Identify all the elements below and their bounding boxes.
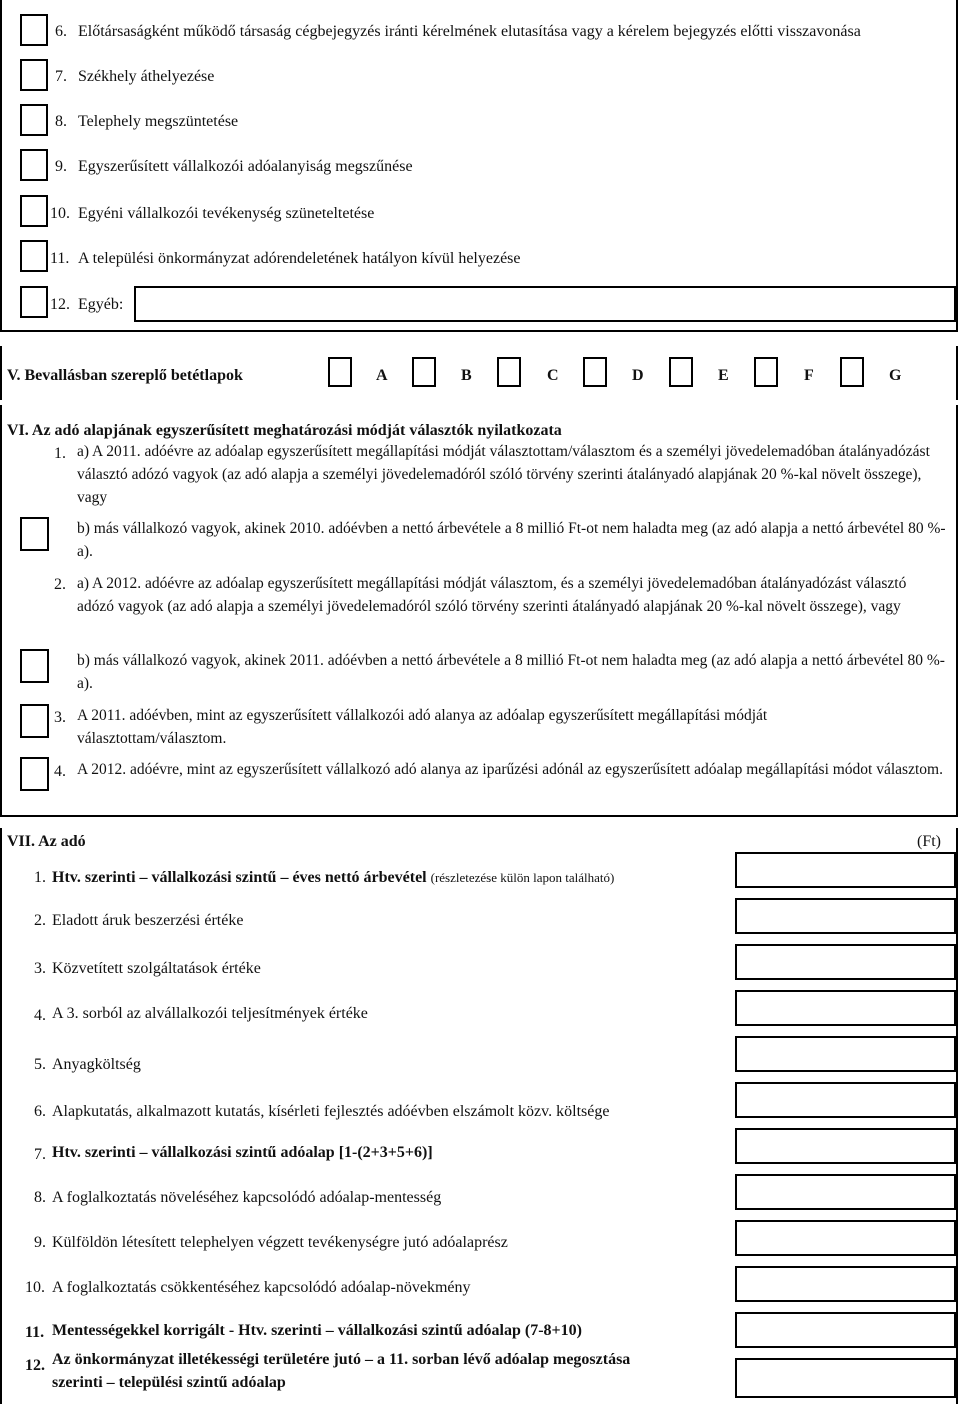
row-8-amount-field[interactable] [735, 1174, 956, 1210]
row-7-label: Htv. szerinti – vállalkozási szintű adóalap [1-(2+3+5+6)] [52, 1144, 433, 1161]
row-2-number: 2. [34, 912, 46, 929]
item-7-label: Székhely áthelyezése [78, 68, 215, 85]
row-5-number: 5. [34, 1056, 46, 1073]
decl-4-number: 4. [54, 763, 66, 780]
row-5-label: Anyagköltség [52, 1056, 141, 1073]
row-4-number: 4. [34, 1007, 46, 1024]
item-6-label: Előtársaságként működő társaság cégbejegyzés iránti kérelmének elutasítása vagy a kérelem bejegyzés előtti visszavonása [78, 23, 861, 40]
sheet-d-checkbox[interactable] [583, 357, 607, 387]
row-11-number: 11. [25, 1324, 45, 1341]
sheet-c-label: C [547, 367, 559, 384]
row-3-label: Közvetített szolgáltatások értéke [52, 960, 261, 977]
item-9-number: 9. [55, 158, 67, 175]
section-v-right-line [956, 346, 958, 400]
sheet-e-checkbox[interactable] [669, 357, 693, 387]
checkbox-decl-1b[interactable] [20, 517, 49, 551]
sheet-e-label: E [718, 367, 729, 384]
decl-1a-text: a) A 2011. adóévre az adóalap egyszerűsített megállapítási módját választottam/választom és a személyi jövedelemadóban átalányadózást választó adózó vagyok (az adó alapja a személyi jövedelemadóról szóló törvény szerinti átalányadó alapjának 20 %-kal növelt összege), vagy [77, 443, 930, 506]
item-6-number: 6. [55, 23, 67, 40]
item-9-label: Egyszerűsített vállalkozói adóalanyiság megszűnése [78, 158, 413, 175]
checkbox-decl-4[interactable] [20, 757, 49, 791]
item-8-label: Telephely megszüntetése [78, 113, 239, 130]
row-12-amount-field[interactable] [735, 1358, 956, 1398]
section-vii-right-line [956, 828, 958, 1404]
decl-4-text: A 2012. adóévre, mint az egyszerűsített vállalkozó adó alanya az iparűzési adónál az egyszerűsített adóalap megállapítási módot választom. [77, 761, 943, 778]
row-12-label-line2: szerinti – települési szintű adóalap [52, 1374, 286, 1391]
item-12-label: Egyéb: [78, 296, 124, 313]
checkbox-item-8[interactable] [20, 104, 48, 136]
sheet-d-label: D [632, 367, 644, 384]
checkbox-item-6[interactable] [20, 14, 48, 46]
row-9-label: Külföldön létesített telephelyen végzett tevékenységre jutó adóalaprész [52, 1234, 508, 1251]
section-v-left-line [0, 346, 2, 400]
row-3-number: 3. [34, 960, 46, 977]
row-10-label: A foglalkoztatás csökkentéséhez kapcsolódó adóalap-növekmény [52, 1279, 471, 1296]
row-2-label: Eladott áruk beszerzési értéke [52, 912, 244, 929]
sheet-b-checkbox[interactable] [412, 357, 436, 387]
frame-left-line [0, 0, 2, 330]
item-10-label: Egyéni vállalkozói tevékenység szüneteltetése [78, 205, 375, 222]
row-1-label-text: Htv. szerinti – vállalkozási szintű – éves nettó árbevétel [52, 869, 427, 886]
sheet-g-label: G [889, 367, 902, 384]
row-4-amount-field[interactable] [735, 990, 956, 1026]
item-11-number: 11. [50, 250, 70, 267]
checkbox-item-10[interactable] [20, 195, 48, 227]
decl-1b-text: b) más vállalkozó vagyok, akinek 2010. adóévben a nettó árbevétele a 8 millió Ft-ot nem haladta meg (az adó alapja a nettó árbevétel 80 %-a). [77, 520, 946, 560]
row-7-amount-field[interactable] [735, 1128, 956, 1164]
decl-1-number: 1. [54, 445, 66, 462]
row-12-label: Az önkormányzat illetékességi területére jutó – a 11. sorban lévő adóalap megosztása [52, 1351, 631, 1368]
row-8-label: A foglalkoztatás növeléséhez kapcsolódó adóalap-mentesség [52, 1189, 442, 1206]
row-4-label: A 3. sorból az alvállalkozói teljesítmények értéke [52, 1005, 368, 1022]
section-divider [0, 330, 958, 332]
frame-right-line [956, 0, 958, 330]
decl-3-number: 3. [54, 709, 66, 726]
section-vi-title: VI. Az adó alapjának egyszerűsített meghatározási módját választók nyilatkozata [7, 422, 562, 439]
row-11-label: Mentességekkel korrigált - Htv. szerinti – vállalkozási szintű adóalap (7-8+10) [52, 1322, 582, 1339]
sheet-a-checkbox[interactable] [328, 357, 352, 387]
row-8-number: 8. [34, 1189, 46, 1206]
section-vii-title: VII. Az adó [7, 833, 86, 850]
checkbox-item-11[interactable] [20, 240, 48, 272]
row-3-amount-field[interactable] [735, 944, 956, 980]
row-1-label [52, 868, 614, 888]
checkbox-item-9[interactable] [20, 149, 48, 181]
decl-3-text: A 2011. adóévben, mint az egyszerűsített vállalkozói adó alanya az adóalap egyszerűsített megállapítási módját választottam/választom. [77, 707, 768, 747]
row-1-number: 1. [34, 869, 46, 886]
item-12-number: 12. [50, 296, 70, 313]
item-11-label: A települési önkormányzat adórendeletének hatályon kívül helyezése [78, 250, 521, 267]
section-vi-left-line [0, 405, 2, 817]
decl-2-number: 2. [54, 576, 66, 593]
sheet-a-label: A [376, 367, 388, 384]
checkbox-item-12[interactable] [20, 286, 48, 318]
row-10-number: 10. [25, 1279, 45, 1296]
section-vii-left-line [0, 828, 2, 1404]
checkbox-decl-3[interactable] [20, 704, 49, 738]
row-10-amount-field[interactable] [735, 1266, 956, 1302]
currency-unit: (Ft) [917, 833, 941, 850]
row-9-amount-field[interactable] [735, 1220, 956, 1256]
row-9-number: 9. [34, 1234, 46, 1251]
sheet-f-label: F [804, 367, 814, 384]
sheet-b-label: B [461, 367, 472, 384]
section-vi-right-line [956, 405, 958, 817]
row-12-number: 12. [25, 1357, 45, 1374]
row-6-amount-field[interactable] [735, 1082, 956, 1118]
row-11-amount-field[interactable] [735, 1312, 956, 1348]
checkbox-decl-2b[interactable] [20, 649, 49, 683]
sheet-g-checkbox[interactable] [840, 357, 864, 387]
section-v-title: V. Bevallásban szereplő betétlapok [7, 367, 243, 384]
checkbox-item-7[interactable] [20, 59, 48, 91]
sheet-c-checkbox[interactable] [497, 357, 521, 387]
decl-2a-text: a) A 2012. adóévre az adóalap egyszerűsített megállapítási módját választom, és a személyi jövedelemadóban átalányadózást választó adózó vagyok (az adó alapja a személyi jövedelemadóról szóló törvény szerinti átalányadó alapjának 20 %-kal növelt összege), vagy [77, 575, 907, 615]
item-10-number: 10. [50, 205, 70, 222]
other-reason-field[interactable] [134, 286, 956, 322]
row-1-note: (részletezése külön lapon található) [430, 870, 615, 885]
item-8-number: 8. [55, 113, 67, 130]
row-2-amount-field[interactable] [735, 898, 956, 934]
decl-2b-text: b) más vállalkozó vagyok, akinek 2011. adóévben a nettó árbevétele a 8 millió Ft-ot nem haladta meg (az adó alapja a nettó árbevétel 80 %-a). [77, 652, 945, 692]
sheet-f-checkbox[interactable] [754, 357, 778, 387]
row-5-amount-field[interactable] [735, 1036, 956, 1072]
row-6-number: 6. [34, 1103, 46, 1120]
row-7-number: 7. [34, 1146, 46, 1163]
row-1-amount-field[interactable] [735, 852, 956, 888]
row-6-label: Alapkutatás, alkalmazott kutatás, kísérleti fejlesztés adóévben elszámolt közv. költsége [52, 1103, 610, 1120]
item-7-number: 7. [55, 68, 67, 85]
section-vi-bottom-line [0, 815, 958, 817]
